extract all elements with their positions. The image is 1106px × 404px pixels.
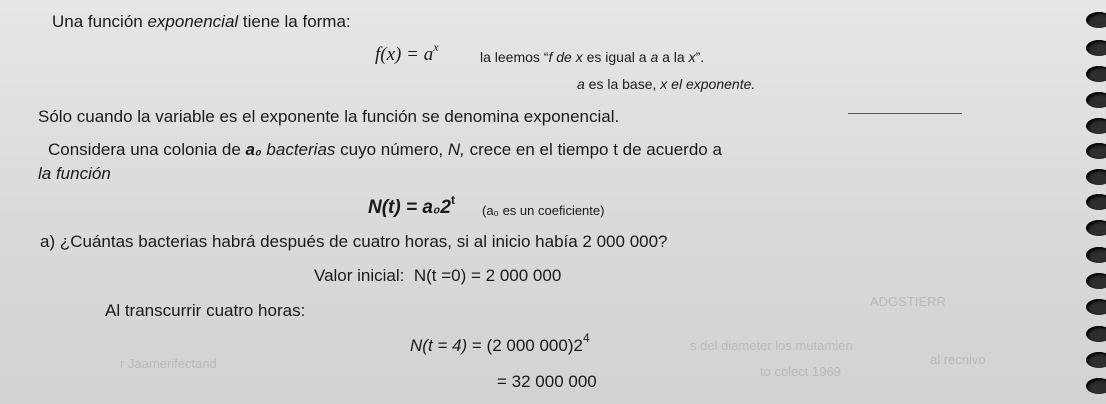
statement: Sólo cuando la variable es el exponente la función se denomina exponencial. bbox=[38, 107, 620, 126]
binder-ring bbox=[1086, 92, 1106, 108]
bleed-text-2: s del diameter los mutamien bbox=[690, 338, 853, 353]
initial-value: Valor inicial: N(t =0) = 2 000 000 bbox=[314, 266, 562, 285]
binder-ring bbox=[1086, 247, 1106, 263]
calc-line: N(t = 4) = (2 000 $000)2^4$ bbox=[410, 331, 590, 355]
binder-ring bbox=[1086, 66, 1106, 82]
definition-reading: la leemos “f de x es igual a a a la x”. bbox=[480, 49, 705, 65]
heading: Una función exponencial tiene la forma: bbox=[52, 12, 351, 31]
binder-ring bbox=[1086, 352, 1106, 368]
binder-ring bbox=[1086, 378, 1106, 394]
after-four-hours: Al transcurrir cuatro horas: bbox=[105, 301, 306, 320]
model-formula: $N(t) = a_02^t$ bbox=[368, 193, 455, 218]
binder-ring bbox=[1086, 12, 1106, 28]
binder-ring bbox=[1086, 169, 1106, 185]
rule-line bbox=[848, 113, 962, 114]
binder-ring bbox=[1086, 299, 1106, 315]
bleed-text-3: r Jaamerifectand bbox=[120, 356, 217, 371]
binder-ring bbox=[1086, 194, 1106, 210]
bleed-text-4: to colect 1969 bbox=[760, 364, 841, 379]
problem-line-2: la función bbox=[38, 164, 111, 183]
bleed-text-5: al recnivo bbox=[930, 352, 986, 367]
binder-ring bbox=[1086, 118, 1106, 134]
binder-ring bbox=[1086, 40, 1106, 56]
calc-result: = 32 000 000 bbox=[497, 372, 597, 391]
question: a) ¿Cuántas bacterias habrá después de cuatro horas, si al inicio había 2 000 000? bbox=[40, 232, 668, 251]
binder-ring bbox=[1086, 326, 1106, 342]
problem-line-1: Considera una colonia de a₀ bacterias cuyo número, N, crece en el tiempo t de acuerdo a bbox=[48, 140, 722, 159]
binder-ring bbox=[1086, 143, 1106, 159]
binder-ring bbox=[1086, 273, 1106, 289]
definition-formula: $f(x) = a^x$ bbox=[375, 40, 439, 65]
binder-rings bbox=[1076, 0, 1106, 404]
model-note: (a₀ es un coeficiente) bbox=[482, 203, 605, 218]
binder-ring bbox=[1086, 220, 1106, 236]
bleed-text-1: ADGSTIERR bbox=[870, 294, 946, 309]
definition-note: a es la base, x el exponente. bbox=[577, 76, 756, 92]
